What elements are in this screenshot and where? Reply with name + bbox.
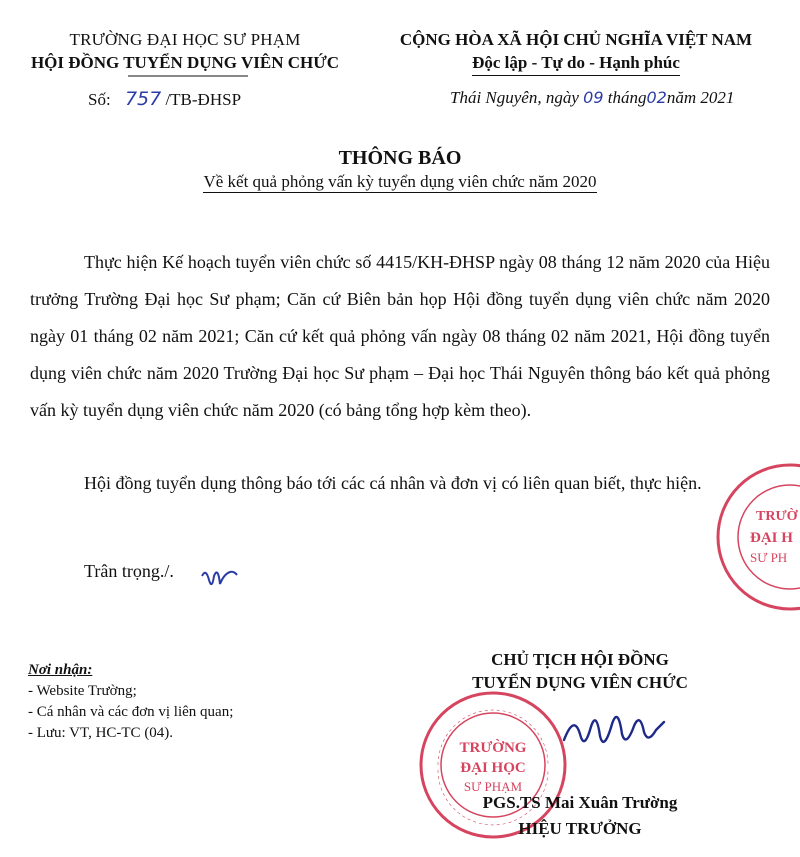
issue-date xyxy=(450,88,734,108)
date-day: 09 xyxy=(583,88,604,107)
svg-text:SƯ PHẠM: SƯ PHẠM xyxy=(463,779,523,794)
recipient-item: - Lưu: VT, HC-TC (04). xyxy=(28,725,174,741)
partial-seal xyxy=(708,462,800,612)
signatory-line-2: TUYỂN DỤNG VIÊN CHỨC xyxy=(472,673,688,692)
signatory-position: HIỆU TRƯỞNG xyxy=(518,819,642,838)
number-handwritten: 757 xyxy=(124,88,162,110)
date-month: 02 xyxy=(646,88,667,107)
document-title: THÔNG BÁO xyxy=(338,147,462,169)
recipients-list xyxy=(28,660,233,744)
closing-regards: Trân trọng./. xyxy=(84,561,174,581)
svg-text:TRƯỜNG: TRƯỜNG xyxy=(459,740,527,756)
council-name: HỘI ĐỒNG TUYỂN DỤNG VIÊN CHỨC xyxy=(30,53,340,72)
paragraph-2-text: Hội đồng tuyển dụng thông báo tới các cá nhân và đơn vị có liên quan biết, thực hiện. xyxy=(84,473,702,493)
document-subtitle xyxy=(0,172,800,192)
body-paragraph-2 xyxy=(30,465,770,502)
school-name: TRƯỜNG ĐẠI HỌC SƯ PHẠM xyxy=(69,30,301,49)
date-month-label: tháng xyxy=(607,88,647,107)
initials-signature xyxy=(200,566,240,596)
header-left-underline xyxy=(128,75,248,77)
signatory-name: PGS.TS Mai Xuân Trường xyxy=(482,793,678,812)
date-year: năm 2021 xyxy=(666,88,735,107)
number-suffix: /TB-ĐHSP xyxy=(165,90,242,109)
motto: Độc lập - Tự do - Hạnh phúc xyxy=(472,51,680,76)
body-paragraph-1 xyxy=(30,244,770,429)
svg-text:ĐẠI H: ĐẠI H xyxy=(750,530,793,546)
svg-text:TRƯỜ: TRƯỜ xyxy=(756,509,798,524)
republic-name: CỘNG HÒA XÃ HỘI CHỦ NGHĨA VIỆT NAM xyxy=(399,30,753,49)
svg-text:SƯ PH: SƯ PH xyxy=(750,550,788,565)
recipient-item: - Cá nhân và các đơn vị liên quan; xyxy=(28,704,234,720)
recipients-heading: Nơi nhận: xyxy=(28,662,93,678)
signatory-name-block xyxy=(410,790,750,842)
date-place: Thái Nguyên, ngày xyxy=(450,88,579,107)
number-prefix: Số: xyxy=(88,90,111,109)
recipient-item: - Website Trường; xyxy=(28,683,137,699)
document-number xyxy=(88,88,241,110)
issuer-header xyxy=(20,28,350,74)
national-header xyxy=(366,28,786,76)
svg-text:ĐẠI HỌC: ĐẠI HỌC xyxy=(460,760,526,776)
signatory-title xyxy=(410,648,750,694)
subtitle-text: Về kết quả phỏng vấn kỳ tuyển dụng viên chức năm 2020 xyxy=(203,172,597,191)
paragraph-1-text: Thực hiện Kế hoạch tuyển viên chức số 4415/KH-ĐHSP ngày 08 tháng 12 năm 2020 của Hiệu trưởng Trường Đại học Sư phạm; Căn cứ Biên bản họp Hội đồng tuyển dụng viên chức năm 2020 ngày 01 tháng 02 năm 2021; Căn cứ kết quả phỏng vấn ngày 08 tháng 02 năm 2021, Hội đồng tuyển dụng viên chức năm 2020 Trường Đại học Sư phạm – Đại học Thái Nguyên thông báo kết quả phỏng vấn kỳ tuyển dụng viên chức năm 2020 (có bảng tổng hợp kèm theo). xyxy=(30,252,770,420)
chairman-signature xyxy=(560,700,670,760)
signatory-line-1: CHỦ TỊCH HỘI ĐỒNG xyxy=(491,650,669,669)
